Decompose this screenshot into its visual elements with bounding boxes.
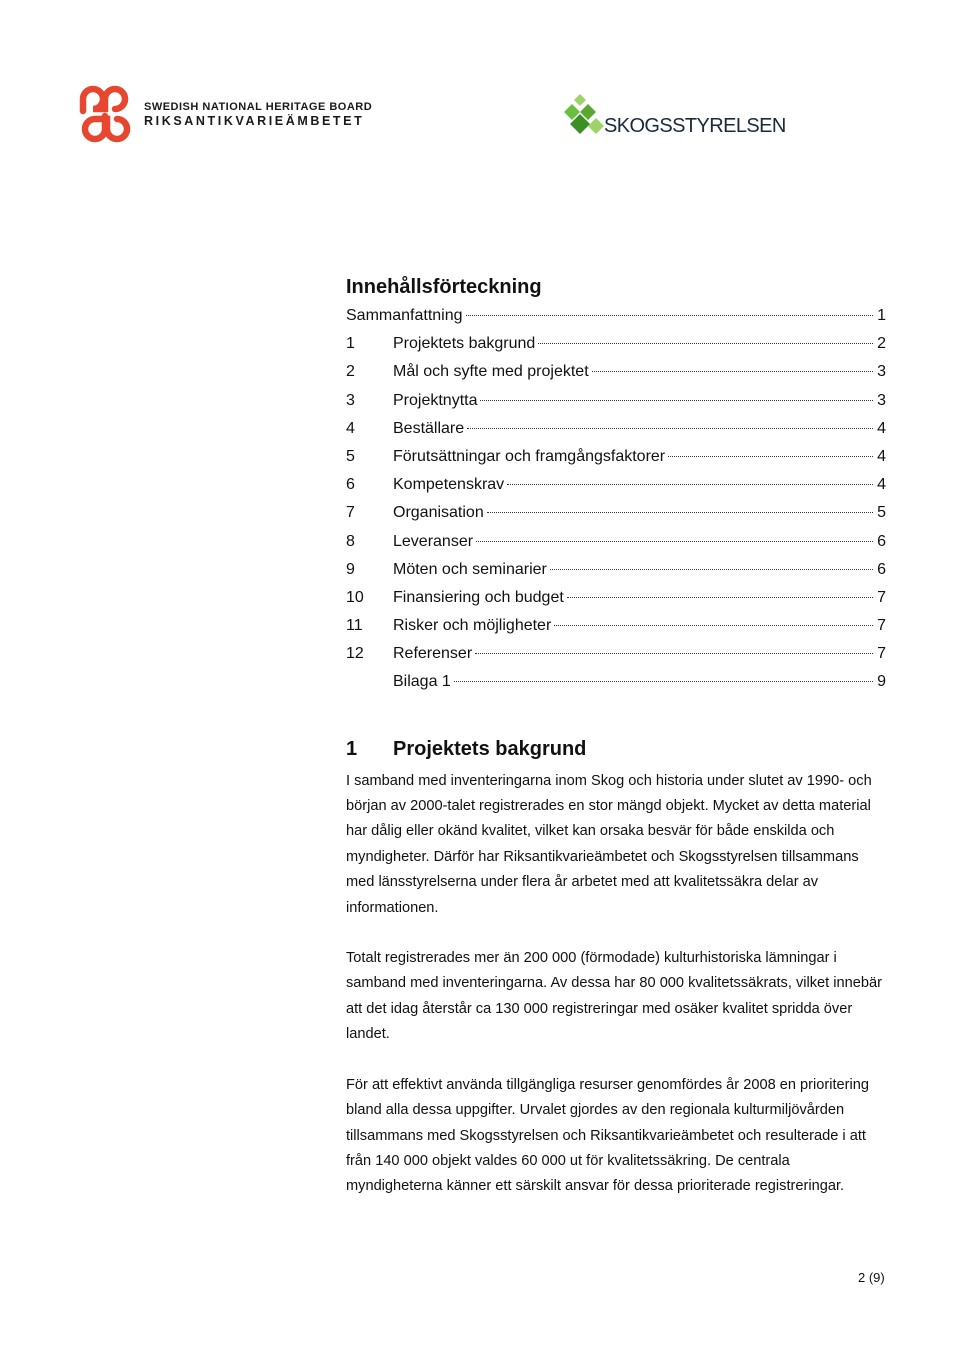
toc-entry-label: Projektets bakgrund — [393, 335, 536, 353]
toc-dot-leader — [487, 512, 873, 513]
toc-entry-page: 6 — [877, 532, 886, 550]
toc-entry-label: Referenser — [393, 645, 473, 663]
toc-entry-label: Mål och syfte med projektet — [393, 363, 589, 381]
raa-knot-logo-icon — [78, 84, 138, 144]
toc-entry-page: 4 — [877, 419, 886, 437]
toc-entry-page: 7 — [877, 645, 886, 663]
toc-dot-leader — [454, 681, 873, 682]
toc-entry-number: 2 — [346, 363, 355, 381]
toc-entry-number: 11 — [346, 617, 363, 635]
toc-entry-page: 3 — [877, 363, 886, 381]
toc-entry-page: 9 — [877, 673, 886, 691]
toc-entry-page: 5 — [877, 504, 886, 522]
toc-entry — [346, 504, 886, 532]
toc-entry-number: 10 — [346, 588, 364, 606]
toc-entry — [346, 335, 886, 363]
toc-entry-label: Projektnytta — [393, 391, 478, 409]
toc-entry-number: 1 — [346, 335, 355, 353]
toc-entry-label: Leveranser — [393, 532, 474, 550]
toc-entry-number: 7 — [346, 504, 355, 522]
toc-entry-label: Beställare — [393, 419, 465, 437]
toc-dot-leader — [550, 569, 873, 570]
toc-entry-label: Kompetenskrav — [393, 476, 505, 494]
toc-entry — [346, 392, 886, 420]
raa-logo — [78, 84, 372, 144]
toc-entry — [346, 589, 886, 617]
skogsstyrelsen-leaf-logo-icon — [562, 92, 608, 140]
table-of-contents — [346, 307, 886, 702]
section-heading — [346, 738, 886, 761]
paragraph: För att effektivt använda tillgängliga resurser genomfördes år 2008 en prioritering bland alla dessa uppgifter. Urvalet gjordes av den regionala kulturmiljövården tillsammans med Skogsstyrelsen och Riksantikvarieämbetet och resulterade i att från 140 000 objekt valdes 60 000 ut för kvalitetssäkring. De centrala myndigheterna känner ett särskilt ansvar för dessa prioriterade registreringar. — [346, 1076, 869, 1195]
paragraph: Totalt registrerades mer än 200 000 (förmodade) kulturhistoriska lämningar i samband med inventeringarna. Av dessa har 80 000 kvalitetssäkrats, vilket innebär att det idag återstår ca 130 000 registreringar med osäker kvalitet spridda över landet. — [346, 950, 882, 1043]
toc-dot-leader — [668, 456, 873, 457]
toc-entry-page: 4 — [877, 476, 886, 494]
toc-entry-label: Bilaga 1 — [393, 673, 451, 691]
toc-entry-label: Möten och seminarier — [393, 560, 547, 578]
toc-entry-number: 3 — [346, 391, 355, 409]
toc-entry-label: Finansiering och budget — [393, 588, 564, 606]
toc-entry-number: 5 — [346, 447, 355, 465]
toc-dot-leader — [476, 541, 873, 542]
toc-dot-leader — [467, 428, 873, 429]
toc-entry-page: 3 — [877, 391, 886, 409]
toc-entry-number: 6 — [346, 476, 355, 494]
toc-entry-label: Organisation — [393, 504, 484, 522]
toc-dot-leader — [567, 597, 873, 598]
section-title: Projektets bakgrund — [393, 737, 587, 760]
toc-dot-leader — [466, 315, 873, 316]
page-number: 2 (9) — [858, 1270, 885, 1285]
toc-dot-leader — [475, 653, 873, 654]
toc-dot-leader — [507, 484, 873, 485]
raa-name-swedish: RIKSANTIKVARIEÄMBETET — [144, 113, 365, 128]
toc-entry — [346, 645, 886, 673]
toc-dot-leader — [554, 625, 873, 626]
toc-entry — [346, 617, 886, 645]
toc-entry-number: 12 — [346, 645, 364, 663]
section-number: 1 — [346, 737, 358, 760]
toc-entry-page: 2 — [877, 335, 886, 353]
skogsstyrelsen-wordmark: SKOGSSTYRELSEN — [604, 115, 786, 137]
toc-entry — [346, 363, 886, 391]
toc-entry-page: 4 — [877, 447, 886, 465]
toc-entry — [346, 673, 886, 701]
toc-entry-number: 8 — [346, 532, 355, 550]
toc-entry-page: 7 — [877, 588, 886, 606]
toc-entry — [346, 307, 886, 335]
toc-dot-leader — [538, 343, 873, 344]
toc-entry — [346, 533, 886, 561]
toc-title: Innehållsförteckning — [346, 276, 542, 298]
raa-name-english: SWEDISH NATIONAL HERITAGE BOARD — [144, 100, 373, 113]
raa-wordmark — [144, 101, 372, 128]
toc-entry-label: Förutsättningar och framgångsfaktorer — [393, 447, 666, 465]
document-body — [346, 276, 886, 1225]
toc-entry-label: Risker och möjligheter — [393, 617, 552, 635]
toc-entry-number: 9 — [346, 560, 355, 578]
skogsstyrelsen-logo — [562, 90, 786, 140]
toc-entry-page: 6 — [877, 560, 886, 578]
toc-entry — [346, 420, 886, 448]
toc-dot-leader — [480, 400, 873, 401]
toc-entry — [346, 561, 886, 589]
toc-entry-label: Sammanfattning — [346, 307, 463, 324]
toc-dot-leader — [592, 371, 873, 372]
toc-entry — [346, 476, 886, 504]
toc-entry — [346, 448, 886, 476]
document-header — [0, 80, 960, 150]
paragraph: I samband med inventeringarna inom Skog och historia under slutet av 1990- och början av 2000-talet registrerades en stor mängd objekt. Mycket av detta material har dålig eller okänd kvalitet, vilket kan orsaka besvär för både enskilda och myndigheter. Därför har Riksantikvarieämbetet och Skogsstyrelsen tillsammans med länsstyrelserna under flera år arbetet med att kvalitetssäkra delar av informationen. — [346, 772, 872, 916]
toc-entry-number: 4 — [346, 419, 355, 437]
toc-entry-page: 7 — [877, 617, 886, 635]
toc-entry-page: 1 — [877, 307, 886, 324]
